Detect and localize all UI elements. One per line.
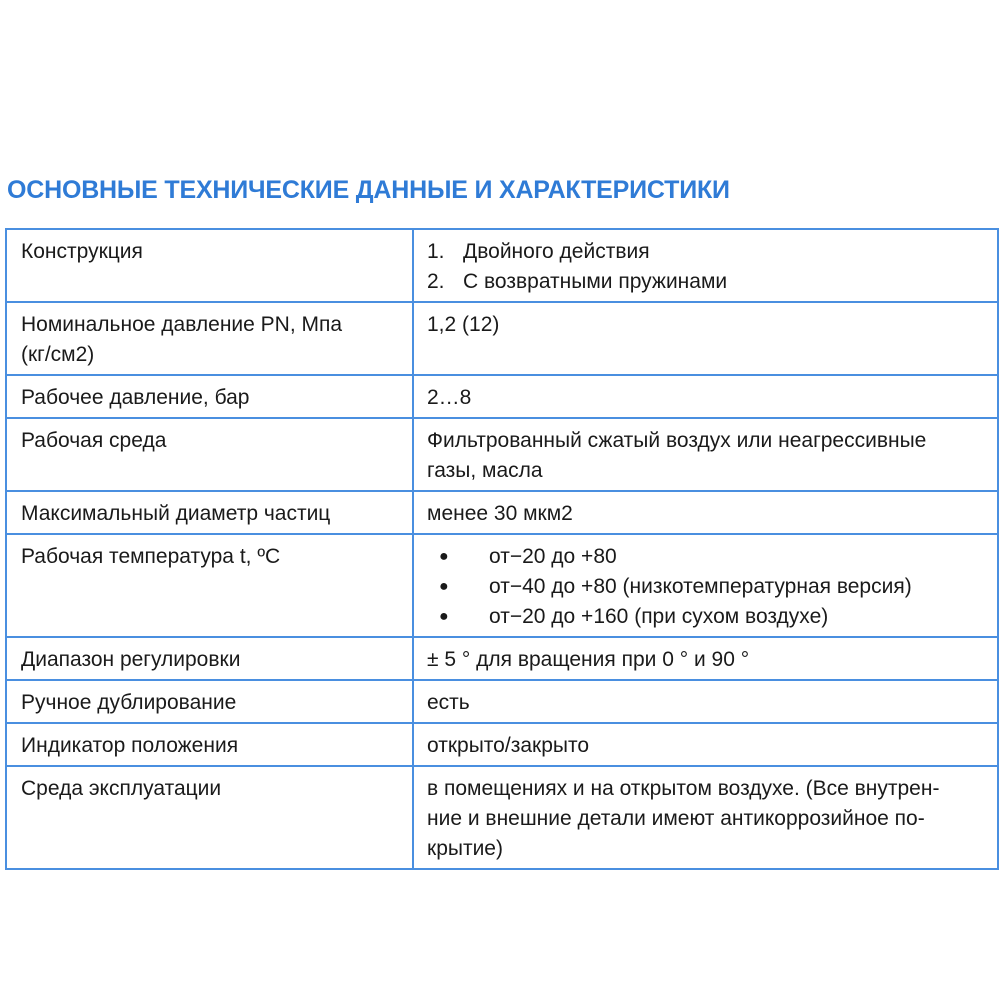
value-line: Фильтрованный сжатый воздух или неагрессивные bbox=[427, 429, 927, 452]
value-line: ние и внешние детали имеют антикоррозийное по- bbox=[427, 807, 925, 830]
item-number: 1. bbox=[427, 240, 445, 263]
numbered-item bbox=[427, 237, 983, 267]
bullet-icon: ● bbox=[439, 578, 449, 595]
row-label: Диапазон регулировки bbox=[6, 637, 413, 680]
table-row bbox=[6, 534, 998, 637]
label-line: (кг/см2) bbox=[21, 343, 95, 366]
value-line: крытие) bbox=[427, 837, 503, 860]
table-row bbox=[6, 637, 998, 680]
bullet-icon: ● bbox=[439, 608, 449, 625]
table-row bbox=[6, 418, 998, 491]
row-value: ± 5 ° для вращения при 0 ° и 90 ° bbox=[413, 637, 998, 680]
table-row bbox=[6, 229, 998, 302]
value-line: в помещениях и на открытом воздухе. (Все внутрен- bbox=[427, 777, 940, 800]
row-label: Рабочая среда bbox=[6, 418, 413, 491]
item-number: 2. bbox=[427, 270, 445, 293]
row-label: Рабочее давление, бар bbox=[6, 375, 413, 418]
row-value bbox=[413, 229, 998, 302]
row-value bbox=[413, 766, 998, 869]
item-text: Двойного действия bbox=[463, 240, 650, 263]
table-row bbox=[6, 680, 998, 723]
row-label: Ручное дублирование bbox=[6, 680, 413, 723]
row-label bbox=[6, 302, 413, 375]
numbered-item bbox=[427, 267, 983, 297]
bullet-text: от−40 до +80 (низкотемпературная версия) bbox=[489, 575, 912, 598]
row-value bbox=[413, 418, 998, 491]
row-label: Максимальный диаметр частиц bbox=[6, 491, 413, 534]
row-value: менее 30 мкм2 bbox=[413, 491, 998, 534]
row-value: 2…8 bbox=[413, 375, 998, 418]
spec-table bbox=[5, 228, 999, 870]
row-label: Конструкция bbox=[6, 229, 413, 302]
bullet-item bbox=[427, 572, 983, 602]
row-label: Среда эксплуатации bbox=[6, 766, 413, 869]
row-label: Индикатор положения bbox=[6, 723, 413, 766]
table-row bbox=[6, 375, 998, 418]
bullet-item bbox=[427, 542, 983, 572]
bullet-item bbox=[427, 602, 983, 632]
bullet-text: от−20 до +160 (при сухом воздухе) bbox=[489, 605, 829, 628]
label-line: Номинальное давление PN, Мпа bbox=[21, 313, 343, 336]
table-row bbox=[6, 491, 998, 534]
table-row bbox=[6, 766, 998, 869]
row-label: Рабочая температура t, ºС bbox=[6, 534, 413, 637]
bullet-icon: ● bbox=[439, 548, 449, 565]
row-value: есть bbox=[413, 680, 998, 723]
table-row bbox=[6, 723, 998, 766]
row-value bbox=[413, 534, 998, 637]
row-value: открыто/закрыто bbox=[413, 723, 998, 766]
item-text: С возвратными пружинами bbox=[463, 270, 728, 293]
value-line: газы, масла bbox=[427, 459, 543, 482]
page-title: ОСНОВНЫЕ ТЕХНИЧЕСКИЕ ДАННЫЕ И ХАРАКТЕРИСТИКИ bbox=[7, 176, 730, 204]
row-value: 1,2 (12) bbox=[413, 302, 998, 375]
table-row bbox=[6, 302, 998, 375]
bullet-text: от−20 до +80 bbox=[489, 545, 617, 568]
